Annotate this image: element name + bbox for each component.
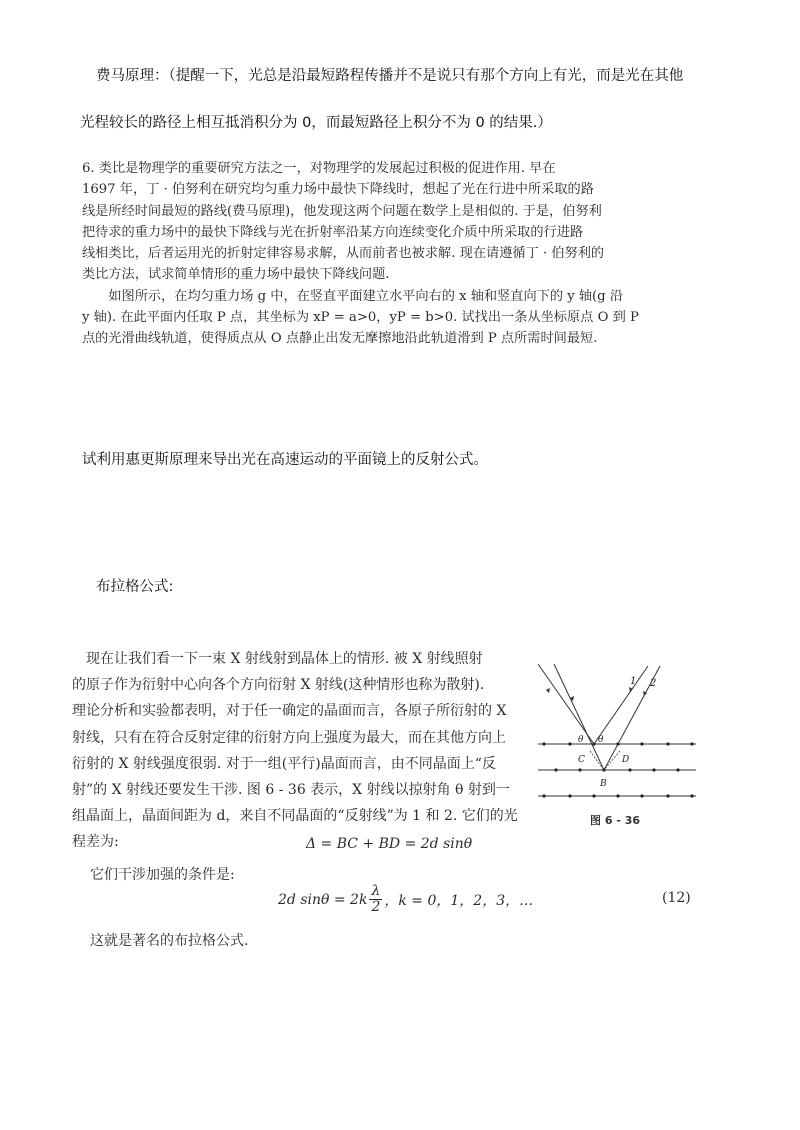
problem-6-text <box>82 158 639 350</box>
fermat-note-line2: 光程较长的路径上相互抵消积分为 0，而最短路径上积分不为 0 的结果.） <box>80 115 552 131</box>
problem-line: 如图所示，在均匀重力场 g 中，在竖直平面建立水平向右的 x 轴和竖直向下的 y 轴(g 沿 <box>82 288 624 304</box>
bragg-line: 理论分析和实验都表明，对于任一确定的晶面而言，各原子所衍射的 X <box>72 703 507 720</box>
segment-bc <box>590 751 604 770</box>
label-theta-right: θ <box>598 735 604 745</box>
fermat-note-line1: 费马原理：（提醒一下，光总是沿最短路程传播并不是说只有那个方向上有光，而是光在其他 <box>96 68 684 84</box>
bragg-line: 衍射的 X 射线强度很弱. 对于一组(平行)晶面而言，由不同晶面上“反 <box>72 755 496 772</box>
path-difference-equation: Δ = BC + BD = 2d sinθ <box>306 836 473 852</box>
bragg-condition-equation <box>278 884 533 915</box>
fraction-numerator: λ <box>371 883 381 899</box>
problem-line: 点的光滑曲线轨道，使得质点从 O 点静止出发无摩擦地沿此轨道滑到 P 点所需时间最短. <box>82 331 598 347</box>
label-b: B <box>600 779 607 789</box>
bragg-text <box>72 646 518 856</box>
incident-arrow-1 <box>546 688 550 693</box>
reflected-ray-1 <box>594 666 648 744</box>
label-c: C <box>578 755 585 765</box>
bragg-figure <box>532 650 702 810</box>
condition-intro: 它们干涉加强的条件是: <box>90 867 235 883</box>
bragg-line: 程差为: <box>72 834 119 851</box>
bragg-line: 组晶面上，晶面间距为 d，来自不同晶面的“反射线”为 1 和 2. 它们的光 <box>72 808 518 825</box>
huygens-task: 试利用惠更斯原理来导出光在高速运动的平面镜上的反射公式。 <box>82 452 488 468</box>
bragg-line: 现在让我们看一下一束 X 射线射到晶体上的情形. 被 X 射线照射 <box>72 651 483 667</box>
bragg-line: 射”的 X 射线还要发生干涉. 图 6 - 36 表示，X 射线以掠射角 θ 射到一 <box>72 782 510 799</box>
fraction-denominator: 2 <box>371 899 381 915</box>
segment-bd <box>604 751 620 770</box>
problem-line: 把待求的重力场中的最快下降线与光在折射率沿某方向连续变化介质中所采取的行进路 <box>82 224 584 240</box>
bragg-heading: 布拉格公式: <box>96 579 174 595</box>
problem-line: 类比方法，试求简单情形的重力场中最快下降线问题. <box>82 267 390 283</box>
problem-line: 线相类比，后者运用光的折射定律容易求解，从而前者也被求解. 现在请遵循丁 · 伯努利的 <box>82 246 605 262</box>
bragg-line: 射线，只有在符合反射定律的衍射方向上强度为最大，而在其他方向上 <box>72 729 506 746</box>
label-theta-left: θ <box>578 735 584 745</box>
label-ray-2: 2 <box>650 678 657 689</box>
problem-line: 1697 年，丁 · 伯努利在研究均匀重力场中最快下降线时，想起了光在行进中所采取的路 <box>82 182 594 198</box>
equation-number: (12) <box>662 890 691 906</box>
lambda-over-2-fraction <box>369 884 382 915</box>
problem-line: 线是所经时间最短的路线(费马原理)，他发现这两个问题在数学上是相似的. 于是，伯努利 <box>82 203 602 219</box>
condition-rhs: ，k = 0，1，2，3，… <box>384 892 534 909</box>
problem-line: 6. 类比是物理学的重要研究方法之一，对物理学的发展起过积极的促进作用. 早在 <box>82 161 556 176</box>
figure-caption: 图 6 - 36 <box>590 814 641 827</box>
label-ray-1: 1 <box>630 676 637 687</box>
label-d: D <box>622 755 630 765</box>
problem-line: y 轴). 在此平面内任取 P 点，其坐标为 xP = a>0，yP = b>0. 试找出一条从坐标原点 O 到 P <box>82 310 639 326</box>
bragg-line: 的原子作为衍射中心向各个方向衍射 X 射线(这种情形也称为散射). <box>72 677 485 694</box>
condition-lhs: 2d sinθ = 2k <box>278 891 368 908</box>
bragg-conclusion: 这就是著名的布拉格公式. <box>90 933 249 949</box>
